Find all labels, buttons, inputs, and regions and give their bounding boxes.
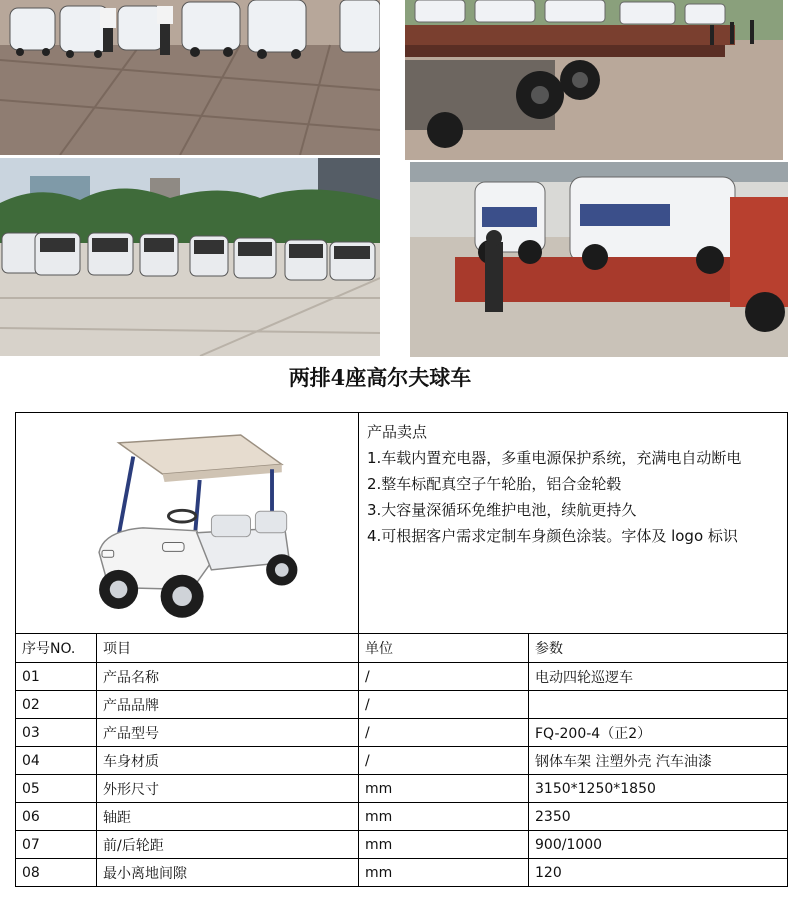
photo-loading-truck — [410, 162, 788, 357]
row-number: 06 — [16, 803, 97, 831]
row-number: 08 — [16, 859, 97, 887]
row-value: 120 — [529, 859, 788, 887]
row-value: 电动四轮巡逻车 — [529, 663, 788, 691]
table-row — [16, 747, 788, 775]
table-header-row — [16, 634, 788, 663]
photo-vehicles-parked — [0, 0, 380, 155]
table-row — [16, 719, 788, 747]
row-item: 前/后轮距 — [97, 831, 359, 859]
header-item: 项目 — [97, 634, 359, 663]
photo-vehicles-lineup — [0, 158, 380, 356]
selling-point-4: 4.可根据客户需求定制车身颜色涂装。字体及 logo 标识 — [367, 527, 738, 545]
row-unit: mm — [359, 775, 529, 803]
table-row — [16, 663, 788, 691]
spec-table — [15, 412, 788, 887]
selling-point-2: 2.整车标配真空子午轮胎，铝合金轮毂 — [367, 475, 622, 493]
row-item: 轴距 — [97, 803, 359, 831]
row-item: 产品名称 — [97, 663, 359, 691]
table-row — [16, 859, 788, 887]
row-item: 产品型号 — [97, 719, 359, 747]
row-item: 产品品牌 — [97, 691, 359, 719]
row-number: 03 — [16, 719, 97, 747]
row-unit: / — [359, 663, 529, 691]
row-value: 3150*1250*1850 — [529, 775, 788, 803]
row-unit: / — [359, 691, 529, 719]
row-number: 01 — [16, 663, 97, 691]
header-unit: 单位 — [359, 634, 529, 663]
header-parameter: 参数 — [529, 634, 788, 663]
row-unit: / — [359, 747, 529, 775]
row-value: 2350 — [529, 803, 788, 831]
golf-cart-illustration — [16, 413, 358, 633]
product-overview-row — [16, 413, 788, 634]
row-value: 900/1000 — [529, 831, 788, 859]
row-value: 钢体车架 注塑外壳 汽车油漆 — [529, 747, 788, 775]
selling-points-cell — [359, 413, 788, 634]
header-number: 序号NO. — [16, 634, 97, 663]
row-number: 04 — [16, 747, 97, 775]
row-item: 外形尺寸 — [97, 775, 359, 803]
row-item: 车身材质 — [97, 747, 359, 775]
selling-point-3: 3.大容量深循环免维护电池，续航更持久 — [367, 501, 637, 519]
row-unit: mm — [359, 859, 529, 887]
table-row — [16, 775, 788, 803]
table-row — [16, 691, 788, 719]
selling-points-heading: 产品卖点 — [367, 423, 428, 441]
golf-cart-image-cell — [16, 413, 359, 634]
row-value: FQ-200-4（正2） — [529, 719, 788, 747]
page-title: 两排4座高尔夫球车 — [288, 365, 472, 390]
row-number: 02 — [16, 691, 97, 719]
row-item: 最小离地间隙 — [97, 859, 359, 887]
row-number: 07 — [16, 831, 97, 859]
photo-vehicles-on-trailer — [405, 0, 783, 160]
table-row — [16, 803, 788, 831]
row-unit: mm — [359, 803, 529, 831]
selling-point-1: 1.车载内置充电器，多重电源保护系统，充满电自动断电 — [367, 449, 742, 467]
row-number: 05 — [16, 775, 97, 803]
row-value — [529, 691, 788, 719]
table-row — [16, 831, 788, 859]
row-unit: / — [359, 719, 529, 747]
row-unit: mm — [359, 831, 529, 859]
